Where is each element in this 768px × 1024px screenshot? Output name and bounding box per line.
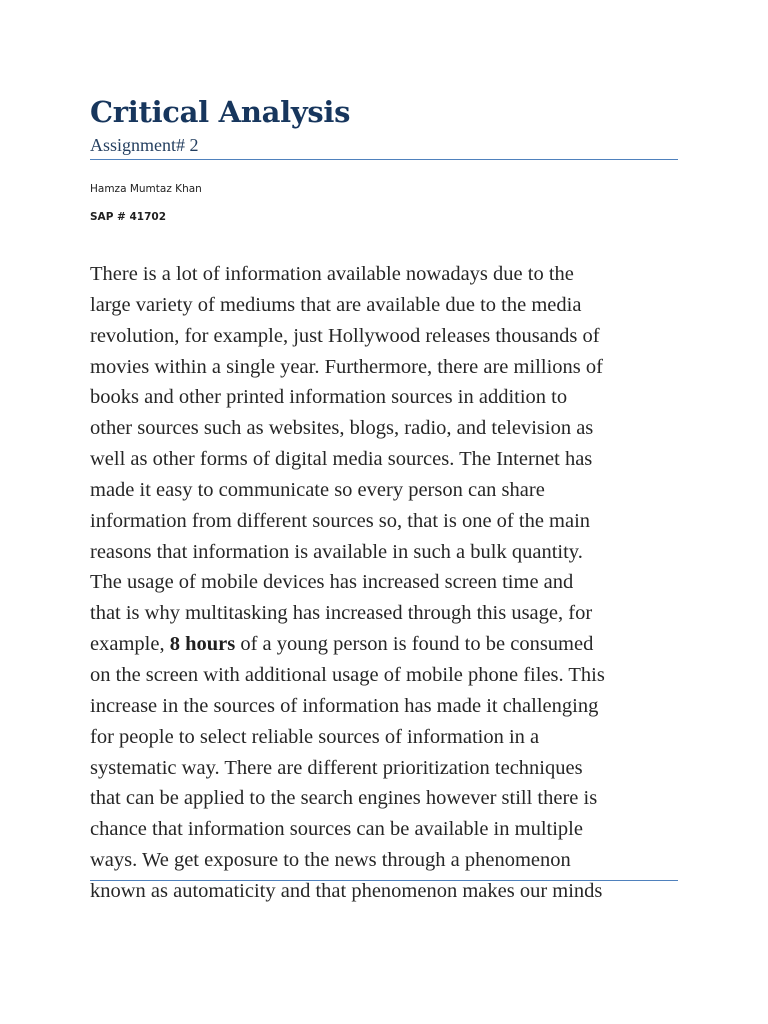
body-line: that can be applied to the search engines however still there is xyxy=(90,787,598,810)
body-line: movies within a single year. Furthermore, there are millions of xyxy=(90,355,603,378)
body-line: on the screen with additional usage of mobile phone files. This xyxy=(90,663,605,686)
body-line: revolution, for example, just Hollywood releases thousands of xyxy=(90,324,600,347)
body-line: reasons that information is available in such a bulk quantity. xyxy=(90,540,583,563)
title-underline xyxy=(90,159,678,160)
body-line: other sources such as websites, blogs, radio, and television as xyxy=(90,417,594,440)
body-line: large variety of mediums that are available due to the media xyxy=(90,293,582,316)
sap-number: SAP # 41702 xyxy=(90,211,167,223)
body-line xyxy=(90,629,680,660)
footer-rule xyxy=(90,880,678,881)
body-line: information from different sources so, that is one of the main xyxy=(90,509,591,532)
body-line: There is a lot of information available nowadays due to the xyxy=(90,263,574,285)
body-line: ways. We get exposure to the news through a phenomenon xyxy=(90,849,571,872)
body-line: made it easy to communicate so every person can share xyxy=(90,478,545,501)
body-line: known as automaticity and that phenomenon makes our minds xyxy=(90,879,603,902)
body-line: systematic way. There are different prioritization techniques xyxy=(90,756,583,779)
body-text-segment: example, xyxy=(90,633,170,656)
body-line: for people to select reliable sources of information in a xyxy=(90,725,540,748)
page-title: Critical Analysis xyxy=(90,95,351,129)
body-text-segment: of a young person is found to be consumed xyxy=(235,633,594,656)
body-line: The usage of mobile devices has increased screen time and xyxy=(90,571,574,594)
body-line: chance that information sources can be available in multiple xyxy=(90,818,583,841)
body-line: increase in the sources of information has made it challenging xyxy=(90,694,599,717)
body-paragraph xyxy=(90,259,680,907)
body-line: that is why multitasking has increased through this usage, for xyxy=(90,602,593,625)
body-line: books and other printed information sources in addition to xyxy=(90,386,568,409)
bold-emphasis: 8 hours xyxy=(169,633,236,656)
author-name: Hamza Mumtaz Khan xyxy=(90,183,202,195)
body-line: well as other forms of digital media sources. The Internet has xyxy=(90,448,593,471)
page-subtitle: Assignment# 2 xyxy=(90,135,199,155)
